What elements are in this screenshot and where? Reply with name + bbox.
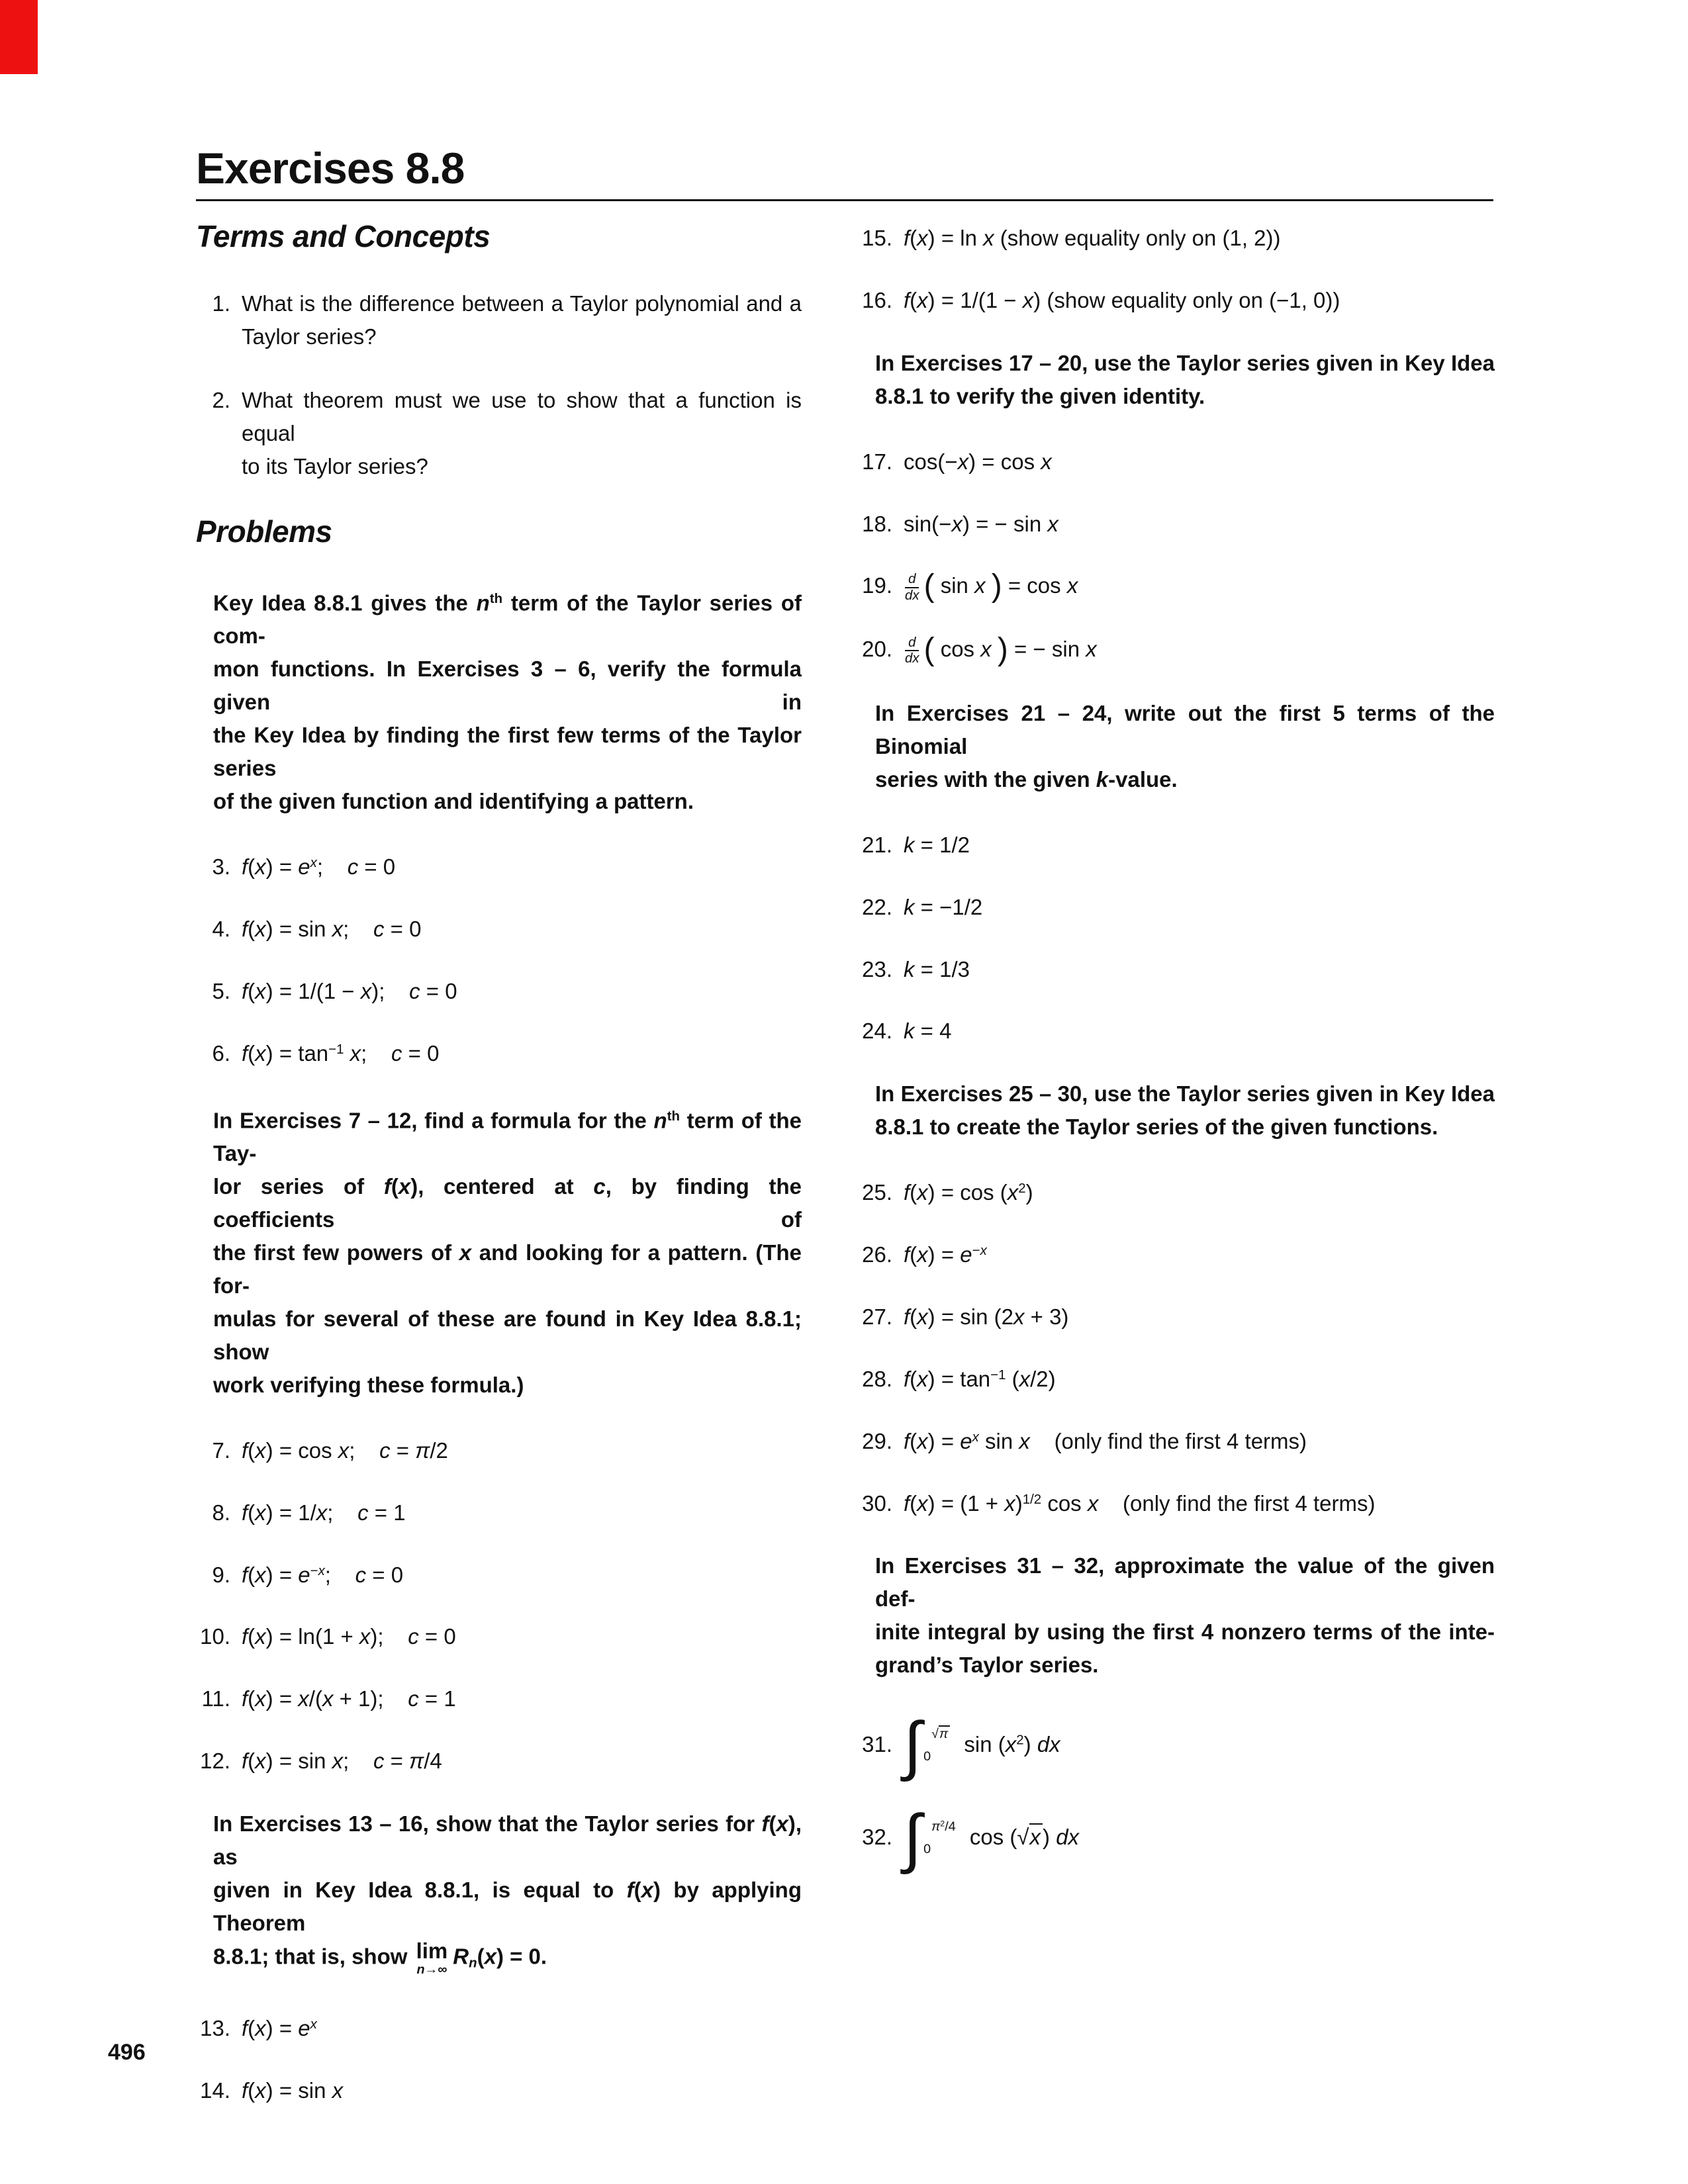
exercise-21 <box>858 829 1495 861</box>
exercise-11 <box>196 1683 802 1715</box>
instructions-3-6 <box>213 582 802 818</box>
exercise-content <box>904 1015 1495 1047</box>
exercise-number: 4. <box>212 917 230 942</box>
exercise-content <box>904 446 1495 478</box>
exercise-number: 17. <box>862 449 892 474</box>
paragraph-line: In Exercises 21 – 24, write out the first 5 terms of the Binomial <box>875 700 1495 758</box>
problems-heading: Problems <box>196 514 332 549</box>
exercise-number: 15. <box>862 226 892 250</box>
exercise-number: 31. <box>862 1732 892 1757</box>
exercise-2 <box>196 384 802 483</box>
instructions-25-30 <box>875 1077 1495 1144</box>
prose-line: What is the difference between a Taylor polynomial and a <box>242 291 802 316</box>
math-line: k = −1/2 <box>904 894 983 919</box>
math-line: $\frac{d}{dx}$ ( cos x ) = − sin x <box>905 631 1097 667</box>
math-line: f(x) = ln x (show equality only on (1, 2)) <box>904 226 1281 250</box>
instructions-17-20 <box>875 347 1495 413</box>
exercise-content <box>242 913 802 945</box>
paragraph-line: In Exercises 31 – 32, approximate the value of the given def- <box>875 1553 1495 1612</box>
paragraph-line: the Key Idea by finding the first few terms of the Taylor series <box>213 723 802 781</box>
right-column <box>858 222 1495 1900</box>
integral-icon: ∫ <box>904 1800 922 1877</box>
exercise-3 <box>196 851 802 883</box>
exercise-number: 2. <box>212 388 230 412</box>
exercise-number: 6. <box>212 1040 230 1066</box>
page-title: Exercises 8.8 <box>196 144 465 193</box>
math-line: $f(x) = \cos (x^2)$ <box>904 1180 1033 1205</box>
paragraph-line: 8.8.1 to verify the given identity. <box>875 383 1205 408</box>
exercise-28 <box>858 1363 1495 1395</box>
exercise-content <box>242 384 802 483</box>
exercise-number: 1. <box>212 291 230 316</box>
radical-icon: √ <box>1017 1825 1029 1850</box>
exercise-content <box>242 1621 802 1653</box>
exercise-content <box>242 2075 802 2107</box>
exercise-15 <box>858 222 1495 254</box>
exercise-number: 18. <box>862 511 892 536</box>
paragraph-line: mulas for several of these are found in Key Idea 8.8.1; show <box>213 1306 802 1364</box>
math-line: cos(−x) = cos x <box>904 449 1052 474</box>
exercise-9 <box>196 1559 802 1591</box>
math-line: $f(x) = e^{-x}$; c = 0 <box>242 1562 404 1587</box>
paragraph-line: work verifying these formula.) <box>213 1372 524 1397</box>
exercise-content <box>242 1497 802 1529</box>
exercise-number: 11. <box>201 1686 230 1711</box>
exercise-content <box>904 570 1495 603</box>
math-line: f(x) = cos x; c = π/2 <box>242 1437 448 1463</box>
exercise-number: 14. <box>200 2078 230 2103</box>
math-line: $f(x) = (1 + x)^{1/2}$ cos x (only find the first 4 terms) <box>904 1490 1376 1516</box>
paragraph-line: In Exercises 13 – 16, show that the Taylor series for f(x), as <box>213 1811 802 1869</box>
left-column <box>196 218 802 2137</box>
math-line: f(x) = 1/(1 − x); c = 0 <box>242 978 457 1003</box>
terms-and-concepts-heading: Terms and Concepts <box>196 219 491 253</box>
math-line: f(x) = sin (2x + 3) <box>904 1304 1069 1329</box>
paragraph-line: In Exercises 17 – 20, use the Taylor series given in Key Idea <box>875 350 1495 375</box>
integral-icon: ∫ <box>904 1707 922 1784</box>
exercise-content <box>242 1683 802 1715</box>
math-line: k = 1/3 <box>904 956 970 981</box>
exercise-25 <box>858 1177 1495 1208</box>
instructions-21-24 <box>875 697 1495 796</box>
exercise-content <box>904 1177 1495 1208</box>
exercise-content <box>242 851 802 883</box>
paragraph-line: 8.8.1 to create the Taylor series of the given functions. <box>875 1115 1438 1140</box>
paragraph-line: In Exercises 7 – 12, find a formula for the $n^{th}$ term of the Tay- <box>213 1107 802 1165</box>
math-line: $f(x) = e^{-x}$ <box>904 1242 987 1267</box>
paragraph-line: 8.8.1; that is, show lim n→∞ Rn(x) = 0. <box>213 1938 547 1977</box>
exercise-number: 8. <box>212 1500 230 1525</box>
exercise-24 <box>858 1015 1495 1047</box>
exercise-32 <box>858 1800 1495 1877</box>
math-line: f(x) = sin x <box>242 2078 344 2103</box>
exercise-number: 12. <box>200 1749 230 1774</box>
exercise-1 <box>196 287 802 353</box>
math-line: $f(x) = e^x$ sin x (only find the first 4 terms) <box>904 1428 1307 1453</box>
exercise-content <box>904 1707 1495 1784</box>
exercise-content <box>242 287 802 353</box>
math-line: f(x) = 1/(1 − x) (show equality only on (−1, 0)) <box>904 287 1340 312</box>
prose-line: Taylor series? <box>242 324 377 349</box>
instructions-13-16 <box>213 1807 802 1980</box>
math-line: $f(x) = e^x$; c = 0 <box>242 854 396 880</box>
exercise-number: 23. <box>862 956 892 981</box>
exercise-number: 30. <box>862 1490 892 1516</box>
exercise-content <box>904 891 1495 923</box>
math-line: f(x) = 1/x; c = 1 <box>242 1500 406 1525</box>
exercise-content <box>242 2013 802 2044</box>
instructions-31-32 <box>875 1549 1495 1682</box>
math-line: f(x) = sin x; c = 0 <box>242 917 422 942</box>
exercise-6 <box>196 1038 802 1069</box>
paragraph-line: given in Key Idea 8.8.1, is equal to f(x) by applying Theorem <box>213 1877 802 1935</box>
exercise-content <box>242 1038 802 1069</box>
exercise-number: 26. <box>862 1242 892 1267</box>
math-line: ∫ $\pi^2/4$ 0 cos (√x) dx <box>904 1800 1080 1877</box>
paragraph-line: series with the given k-value. <box>875 766 1178 792</box>
paragraph-line: inite integral by using the first 4 nonzero terms of the inte- <box>875 1619 1495 1645</box>
exercise-content <box>242 1559 802 1591</box>
exercise-content <box>904 1426 1495 1457</box>
exercise-4 <box>196 913 802 945</box>
prose-line: What theorem must we use to show that a function is equal <box>242 388 802 445</box>
paragraph-line: mon functions. In Exercises 3 – 6, verify the formula given in <box>213 657 802 715</box>
exercise-number: 10. <box>200 1624 230 1649</box>
exercise-8 <box>196 1497 802 1529</box>
exercise-22 <box>858 891 1495 923</box>
exercise-19 <box>858 570 1495 603</box>
paragraph-line: grand’s Taylor series. <box>875 1653 1099 1678</box>
exercise-number: 13. <box>200 2016 230 2041</box>
exercise-29 <box>858 1426 1495 1457</box>
exercise-number: 25. <box>862 1180 892 1205</box>
paragraph-line: In Exercises 25 – 30, use the Taylor series given in Key Idea <box>875 1081 1495 1107</box>
math-line: k = 4 <box>904 1019 952 1044</box>
math-line: f(x) = ln(1 + x); c = 0 <box>242 1624 456 1649</box>
math-line: $\frac{d}{dx}$ ( sin x ) = cos x <box>905 569 1078 604</box>
exercise-18 <box>858 508 1495 540</box>
paragraph-line: lor series of f(x), centered at c, by finding the coefficients of <box>213 1173 802 1232</box>
paragraph-line: the first few powers of x and looking for a pattern. (The for- <box>213 1240 802 1298</box>
prose-line: to its Taylor series? <box>242 454 428 478</box>
exercise-number: 7. <box>212 1437 230 1463</box>
exercise-content <box>904 508 1495 540</box>
exercise-number: 3. <box>212 854 230 880</box>
exercise-number: 16. <box>862 287 892 312</box>
title-rule <box>196 199 1493 201</box>
exercise-number: 21. <box>862 832 892 857</box>
math-line: $f(x) = \tan^{-1} x$; c = 0 <box>242 1040 440 1066</box>
exercise-16 <box>858 285 1495 316</box>
exercise-number: 32. <box>862 1825 892 1850</box>
exercise-content <box>904 1800 1495 1877</box>
red-corner-mark <box>0 0 38 74</box>
exercise-20 <box>858 633 1495 666</box>
exercise-17 <box>858 446 1495 478</box>
exercise-content <box>904 285 1495 316</box>
page-number: 496 <box>108 2040 146 2065</box>
exercise-27 <box>858 1301 1495 1333</box>
exercise-number: 24. <box>862 1019 892 1044</box>
exercise-13 <box>196 2013 802 2044</box>
exercise-content <box>904 1488 1495 1520</box>
exercise-31 <box>858 1707 1495 1784</box>
exercise-content <box>904 1363 1495 1395</box>
exercise-7 <box>196 1435 802 1467</box>
exercise-number: 9. <box>212 1562 230 1587</box>
exercise-content <box>904 633 1495 666</box>
exercise-content <box>904 954 1495 985</box>
math-line: ∫ √π 0 $\sin (x^2)$ dx <box>904 1707 1060 1784</box>
exercise-12 <box>196 1745 802 1777</box>
exercise-number: 20. <box>862 637 892 662</box>
exercise-number: 27. <box>862 1304 892 1329</box>
math-line: sin(−x) = − sin x <box>904 511 1058 536</box>
exercise-content <box>242 1745 802 1777</box>
exercise-content <box>904 1301 1495 1333</box>
exercise-content <box>904 829 1495 861</box>
math-line: $f(x) = e^x$ <box>242 2016 317 2041</box>
exercise-content <box>242 1435 802 1467</box>
math-line: f(x) = sin x; c = π/4 <box>242 1749 442 1774</box>
paragraph-line: Key Idea 8.8.1 gives the $n^{th}$ term of the Taylor series of com- <box>213 590 802 649</box>
exercise-14 <box>196 2075 802 2107</box>
exercise-content <box>904 222 1495 254</box>
math-line: k = 1/2 <box>904 832 970 857</box>
exercise-number: 28. <box>862 1366 892 1391</box>
exercise-30 <box>858 1488 1495 1520</box>
exercise-26 <box>858 1239 1495 1271</box>
exercise-number: 5. <box>212 978 230 1003</box>
exercise-number: 19. <box>862 573 892 598</box>
exercise-number: 29. <box>862 1428 892 1453</box>
radical-icon: √ <box>931 1727 939 1742</box>
math-line: $f(x) = \tan^{-1} (x/2)$ <box>904 1366 1056 1391</box>
exercise-23 <box>858 954 1495 985</box>
exercise-5 <box>196 976 802 1007</box>
exercise-content <box>904 1239 1495 1271</box>
exercise-content <box>242 976 802 1007</box>
instructions-7-12 <box>213 1100 802 1402</box>
math-line: f(x) = x/(x + 1); c = 1 <box>242 1686 456 1711</box>
exercise-number: 22. <box>862 894 892 919</box>
exercise-10 <box>196 1621 802 1653</box>
paragraph-line: of the given function and identifying a pattern. <box>213 789 694 814</box>
